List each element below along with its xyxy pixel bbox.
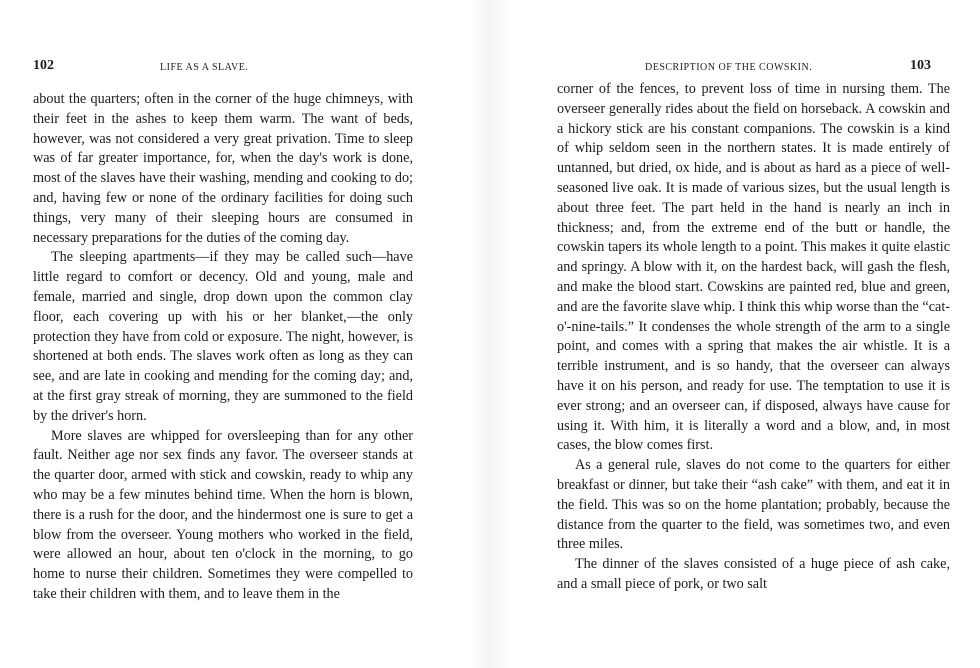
right-paragraph-3: The dinner of the slaves consisted of a huge piece of ash cake, and a small piece of pork, or two salt bbox=[557, 556, 950, 592]
right-paragraph-2: As a general rule, slaves do not come to the quarters for either breakfast or dinner, but take their “ash cake” with them, and eat it in the field. This was so on the home plantation; probably, because the distance from the quarter to the field, was sometimes two, and even three miles. bbox=[557, 457, 950, 553]
left-paragraph-2: The sleeping apartments—if they may be called such—have little regard to comfort or decency. Old and young, male and female, married and single, drop down upon the common clay floor, each covering up with his or her blanket,—the only protection they have from cold or exposure. The night, however, is shortened at both ends. The slaves work often as long as they can see, and are late in cooking and mending for the coming day; and, at the first gray streak of morning, they are summoned to the field by the driver's horn. bbox=[33, 249, 413, 424]
right-page bbox=[530, 0, 980, 668]
right-page-header bbox=[530, 58, 980, 82]
left-running-head: LIFE AS A SLAVE. bbox=[160, 62, 249, 73]
left-paragraph-1: about the quarters; often in the corner of the huge chimneys, with their feet in the ashes to keep them warm. The want of beds, however, was not considered a very great privation. Time to sleep was of far greater importance, for, when the day's work is done, most of the slaves have their washing, mending and cooking to do; and, having few or none of the ordinary facilities for doing such things, very many of their sleeping hours are consumed in necessary preparations for the duties of the coming day. bbox=[33, 91, 413, 246]
right-page-number: 103 bbox=[910, 58, 931, 73]
left-page-header bbox=[0, 58, 450, 82]
left-page bbox=[0, 0, 450, 668]
right-running-head: DESCRIPTION OF THE COWSKIN. bbox=[645, 62, 813, 73]
left-paragraph-3: More slaves are whipped for oversleeping than for any other fault. Neither age nor sex finds any favor. The overseer stands at the quarter door, armed with stick and cowskin, ready to whip any who may be a few minutes behind time. When the horn is blown, there is a rush for the door, and the hindermost one is sure to get a blow from the overseer. Young mothers who worked in the field, were allowed an hour, about ten o'clock in the morning, to go home to nurse their children. Sometimes they were compelled to take their children with them, and to leave them in the bbox=[33, 427, 413, 602]
book-spine bbox=[470, 0, 510, 668]
right-paragraph-1: corner of the fences, to prevent loss of time in nursing them. The overseer generally rides about the field on horseback. A cowskin and a hickory stick are his constant companions. The cowskin is a kind of whip seldom seen in the northern states. It is made entirely of untanned, but dried, ox hide, and is about as hard as a piece of well-seasoned live oak. It is made of various sizes, but the usual length is about three feet. The part held in the hand is nearly an inch in thickness; and, from the extreme end of the butt or handle, the cowskin tapers its whole length to a point. This makes it quite elastic and springy. A blow with it, on the hardest back, will gash the flesh, and make the blood start. Cowskins are painted red, blue and green, and are the favorite slave whip. I think this whip worse than the “cat-o'-nine-tails.” It condenses the whole strength of the arm to a single point, and comes with a spring that makes the air whistle. It is a terrible instrument, and is so handy, that the overseer can always have it on his person, and ready for use. The temptation to use it is ever strong; and an overseer can, if disposed, always have cause for using it. With him, it is literally a word and a blow, and, in most cases, the blow comes first. bbox=[557, 81, 950, 454]
left-page-body bbox=[33, 90, 413, 605]
left-page-number: 102 bbox=[33, 58, 54, 73]
right-page-body bbox=[557, 80, 950, 595]
